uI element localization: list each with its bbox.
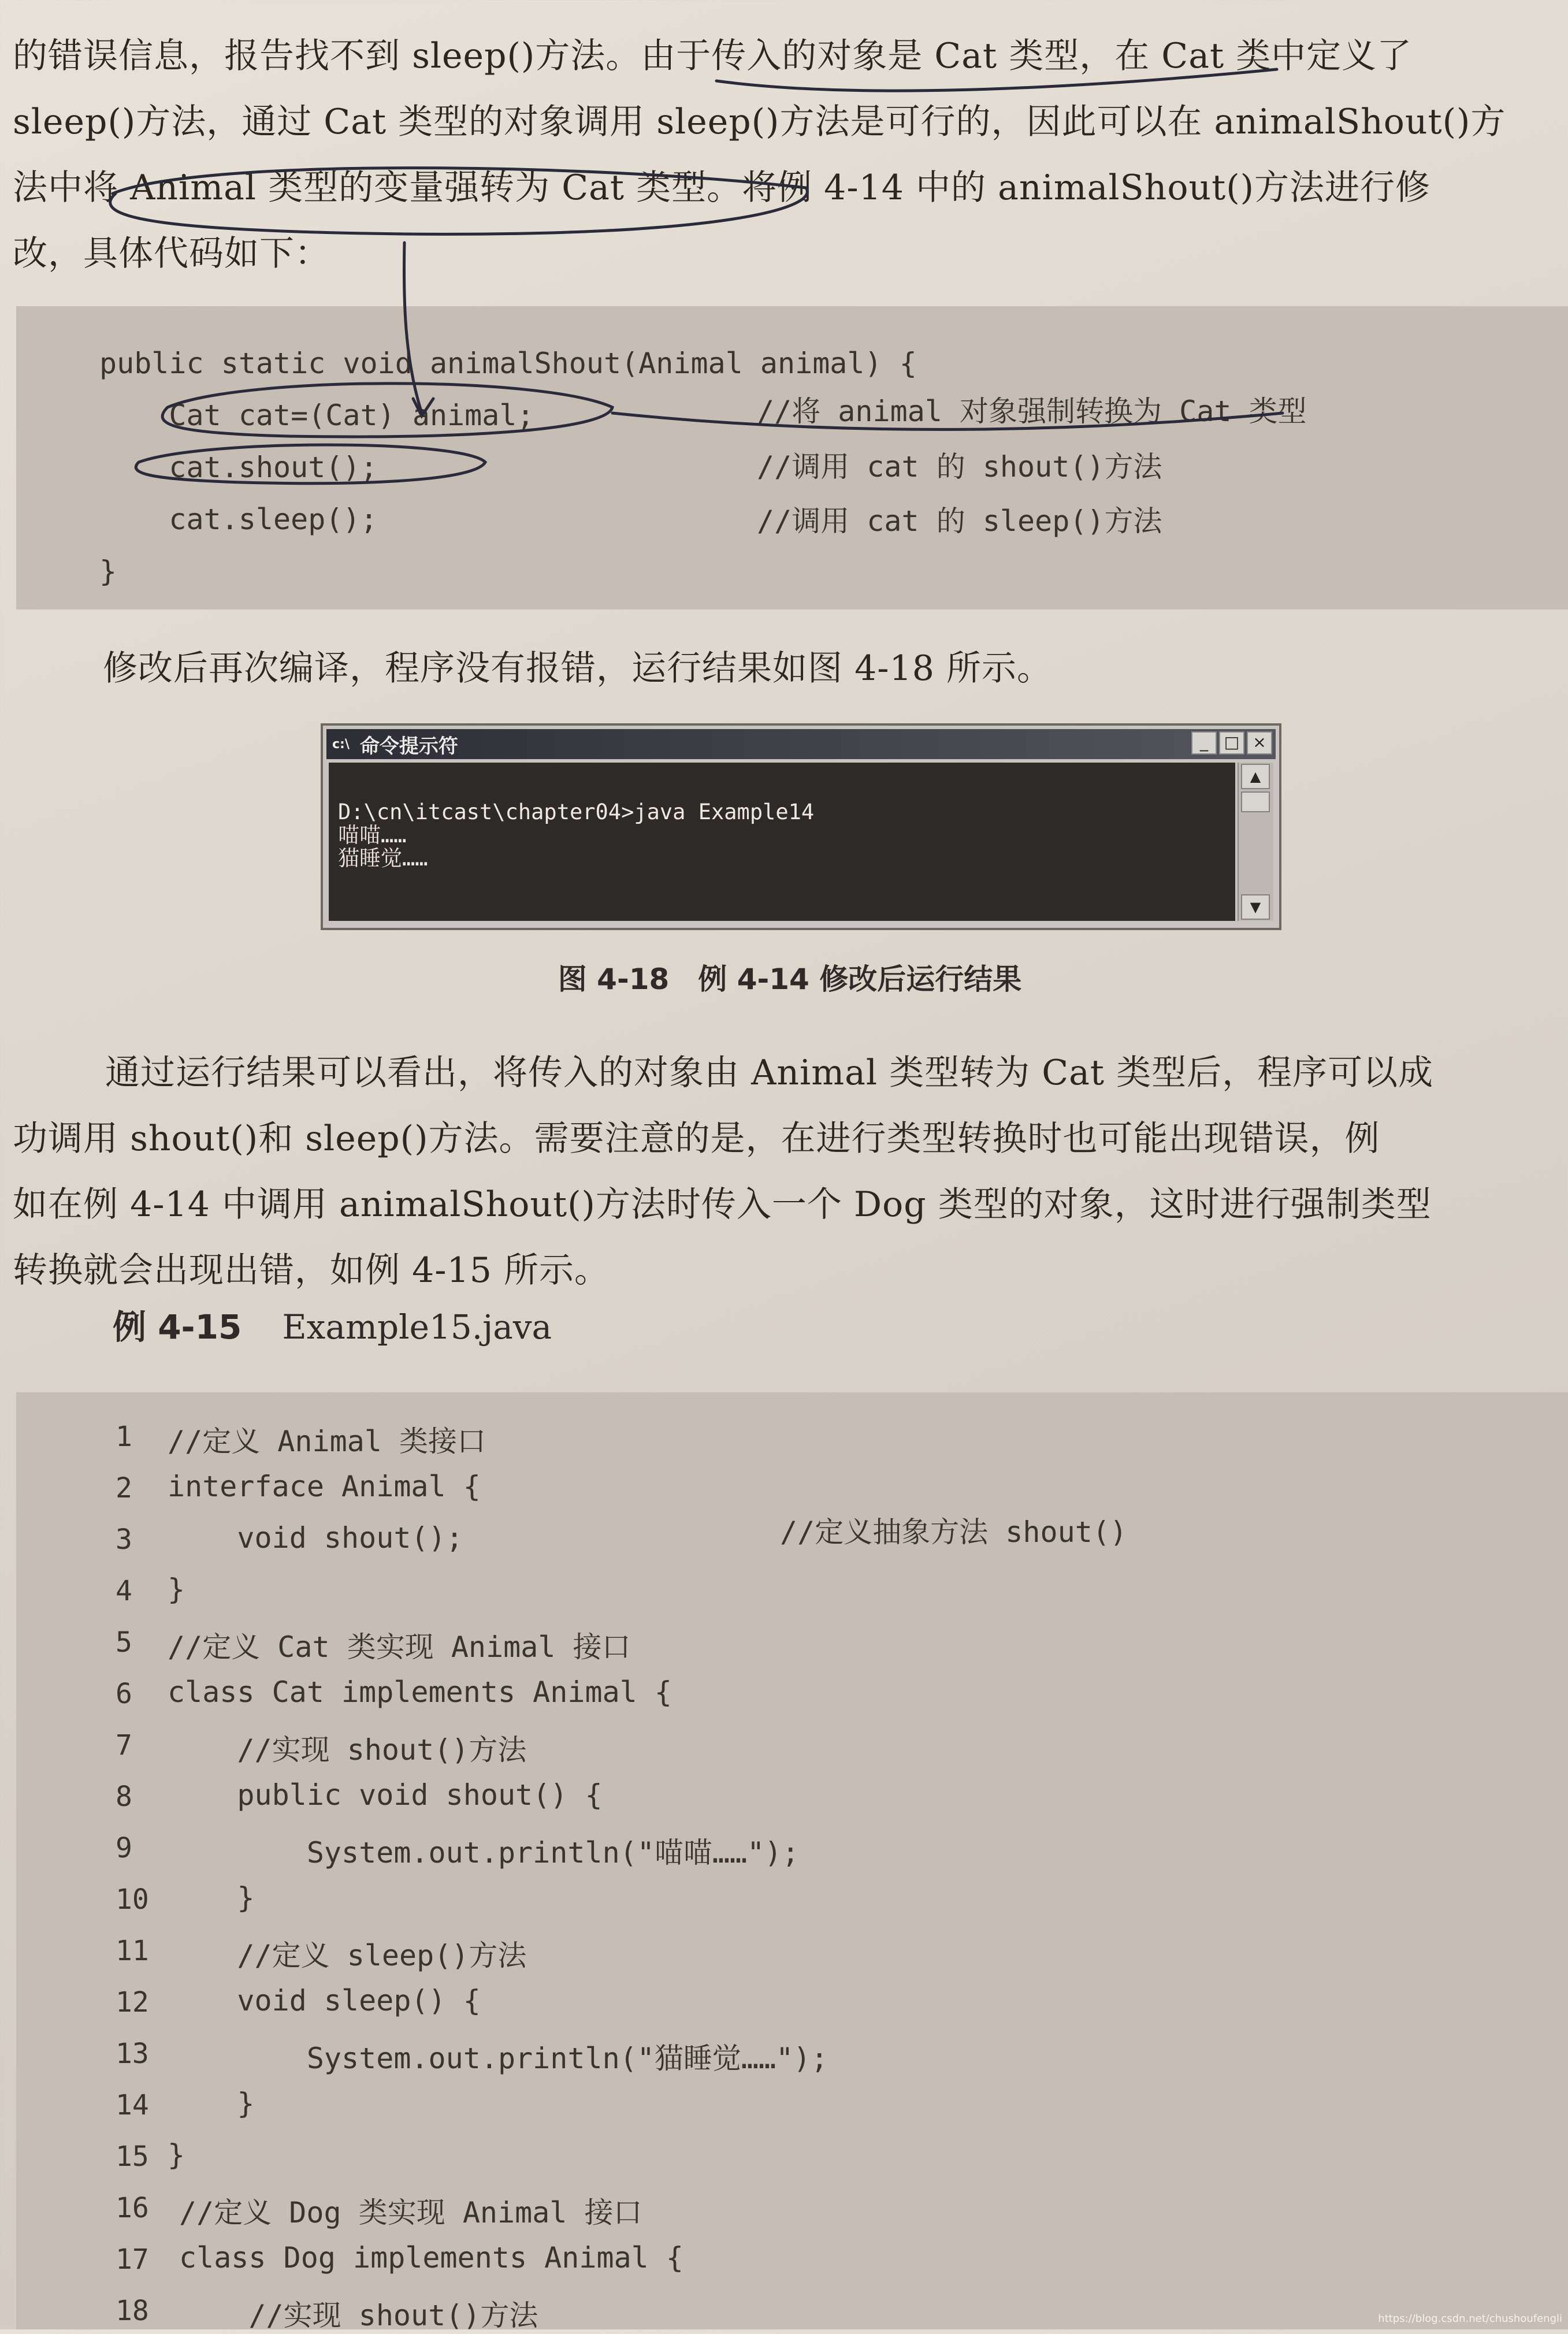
line-number: 16 — [116, 2192, 149, 2224]
line-number: 4 — [116, 1575, 132, 1607]
console-output — [329, 763, 1235, 921]
console-line: 喵喵…… — [338, 823, 407, 848]
scroll-thumb[interactable] — [1241, 791, 1270, 812]
paragraph-explanation — [13, 1040, 1550, 1303]
code-line: class Cat implements Animal { — [168, 1675, 672, 1709]
minimize-button[interactable]: _ — [1191, 731, 1217, 755]
line-number: 3 — [116, 1523, 132, 1556]
example-heading — [113, 1300, 552, 1348]
code-line: cat.shout(); — [99, 451, 378, 484]
console-title: 命令提示符 — [359, 734, 458, 758]
code-comment: //定义抽象方法 shout() — [780, 1515, 1128, 1549]
code-line: cat.sleep(); — [99, 503, 378, 536]
example-label: 例 4-15 — [113, 1307, 242, 1347]
code-line: //定义 Cat 类实现 Animal 接口 — [168, 1630, 631, 1664]
code-comment: //将 animal 对象强制转换为 Cat 类型 — [757, 395, 1307, 428]
paragraph-intro — [13, 23, 1550, 287]
code-line: //定义 Animal 类接口 — [168, 1425, 486, 1458]
text-line: 如在例 4-14 中调用 animalShout()方法时传入一个 Dog 类型的对象，这时进行强制类型 — [13, 1184, 1432, 1225]
code-line: //实现 shout()方法 — [179, 2299, 538, 2332]
code-comment: //调用 cat 的 sleep()方法 — [757, 504, 1162, 538]
code-line: public void shout() { — [168, 1778, 603, 1812]
text-line: 的错误信息，报告找不到 sleep()方法。由于传入的对象是 Cat 类型，在 Cat 类中定义了 — [13, 36, 1413, 76]
code-line: public static void animalShout(Animal animal) { — [99, 347, 917, 380]
text-line: 法中将 Animal 类型的变量强转为 Cat 类型。将例 4-14 中的 animalShout()方法进行修 — [13, 168, 1431, 208]
code-line: } — [168, 1573, 185, 1606]
maximize-button[interactable]: □ — [1219, 731, 1244, 755]
console-line: 猫睡觉…… — [338, 846, 428, 871]
code-line: } — [99, 555, 117, 588]
console-titlebar — [326, 729, 1276, 759]
line-number: 2 — [116, 1472, 132, 1504]
text-line: 转换就会出现出错，如例 4-15 所示。 — [13, 1250, 610, 1291]
paragraph-result — [103, 635, 1568, 701]
text-line: 通过运行结果可以看出，将传入的对象由 Animal 类型转为 Cat 类型后，程序可以成 — [105, 1053, 1434, 1093]
text-line: 功调用 shout()和 sleep()方法。需要注意的是，在进行类型转换时也可能出现错误，例 — [13, 1118, 1380, 1159]
code-line: //实现 shout()方法 — [168, 1733, 527, 1767]
code-line: void sleep() { — [168, 1984, 481, 2017]
code-line: System.out.println("猫睡觉……"); — [168, 2042, 828, 2075]
text-line: sleep()方法，通过 Cat 类型的对象调用 sleep()方法是可行的，因此可以在 animalShout()方 — [13, 102, 1506, 142]
code-line: interface Animal { — [168, 1470, 481, 1503]
code-line: class Dog implements Animal { — [179, 2241, 683, 2274]
line-number: 6 — [116, 1678, 132, 1710]
close-button[interactable]: × — [1247, 731, 1272, 755]
code-line: System.out.println("喵喵……"); — [168, 1836, 800, 1870]
example-filename: Example15.java — [282, 1307, 552, 1347]
scroll-up-button[interactable]: ▲ — [1241, 764, 1270, 789]
code-line: Cat cat=(Cat) animal; — [99, 399, 534, 432]
line-number: 7 — [116, 1729, 132, 1761]
line-number: 11 — [116, 1935, 149, 1967]
code-line: //定义 sleep()方法 — [168, 1939, 527, 1972]
code-line: } — [168, 1881, 255, 1915]
console-window — [321, 723, 1281, 930]
watermark: https://blog.csdn.net/chushoufengli — [1378, 2313, 1562, 2325]
line-number: 13 — [116, 2038, 149, 2070]
text-line: 改，具体代码如下： — [13, 233, 330, 274]
line-number: 8 — [116, 1781, 132, 1813]
figure-caption: 图 4-18 例 4-14 修改后运行结果 — [558, 962, 1022, 996]
code-comment: //调用 cat 的 shout()方法 — [757, 450, 1162, 484]
cmd-icon: c:\ — [332, 737, 350, 752]
line-number: 17 — [116, 2243, 149, 2276]
vertical-scrollbar[interactable] — [1238, 763, 1273, 921]
code-line: //定义 Dog 类实现 Animal 接口 — [179, 2196, 642, 2229]
text-line: 修改后再次编译，程序没有报错，运行结果如图 4-18 所示。 — [103, 648, 1052, 689]
line-number: 14 — [116, 2089, 149, 2121]
line-number: 5 — [116, 1626, 132, 1659]
scroll-down-button[interactable]: ▼ — [1241, 894, 1270, 920]
code-line: } — [168, 2087, 255, 2120]
console-line: D:\cn\itcast\chapter04>java Example14 — [338, 800, 815, 824]
line-number: 10 — [116, 1883, 149, 1916]
code-line: void shout(); — [168, 1521, 463, 1555]
line-number: 15 — [116, 2140, 149, 2173]
code-line: } — [168, 2138, 185, 2172]
line-number: 1 — [116, 1421, 132, 1453]
line-number: 9 — [116, 1832, 132, 1864]
line-number: 12 — [116, 1986, 149, 2019]
line-number: 18 — [116, 2295, 149, 2327]
